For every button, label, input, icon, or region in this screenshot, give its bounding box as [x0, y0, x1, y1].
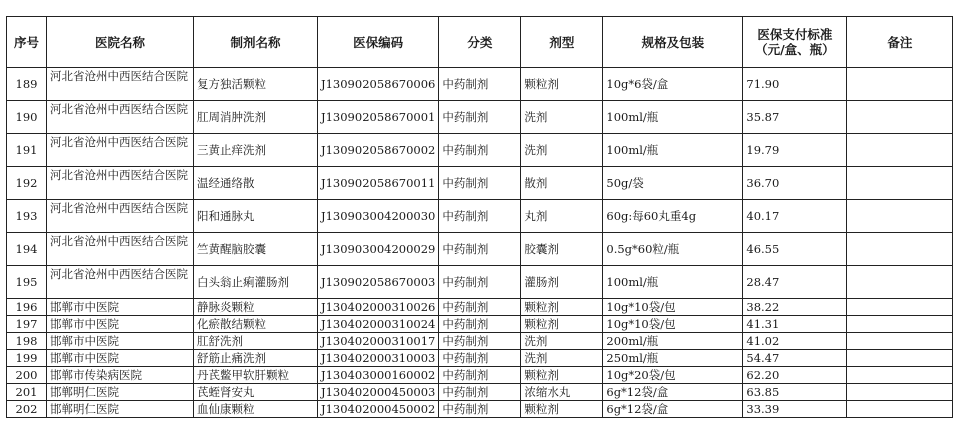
- cell-name: 竺黄醒脑胶囊: [194, 233, 318, 266]
- cell-category: 中药制剂: [439, 167, 521, 200]
- cell-form: 颗粒剂: [521, 401, 603, 418]
- header-col-price: 医保支付标准（元/盒、瓶）: [743, 17, 847, 68]
- cell-category: 中药制剂: [439, 233, 521, 266]
- cell-hospital: 河北省沧州中西医结合医院: [47, 101, 194, 134]
- cell-hospital: 河北省沧州中西医结合医院: [47, 68, 194, 101]
- cell-category: 中药制剂: [439, 200, 521, 233]
- cell-note: [847, 101, 953, 134]
- cell-name: 芪蛭肾安丸: [194, 384, 318, 401]
- table-row: [7, 68, 953, 101]
- cell-hospital: 邯郸市中医院: [47, 316, 194, 333]
- document-page: [6, 16, 953, 418]
- cell-form: 浓缩水丸: [521, 384, 603, 401]
- cell-price: 46.55: [743, 233, 847, 266]
- cell-hospital: 河北省沧州中西医结合医院: [47, 134, 194, 167]
- cell-no: 198: [7, 333, 47, 350]
- table-row: [7, 200, 953, 233]
- cell-form: 洗剂: [521, 101, 603, 134]
- cell-name: 肛周消肿洗剂: [194, 101, 318, 134]
- cell-hospital: 河北省沧州中西医结合医院: [47, 233, 194, 266]
- cell-no: 202: [7, 401, 47, 418]
- cell-price: 63.85: [743, 384, 847, 401]
- cell-price: 40.17: [743, 200, 847, 233]
- cell-category: 中药制剂: [439, 134, 521, 167]
- cell-hospital: 河北省沧州中西医结合医院: [47, 200, 194, 233]
- cell-code: J130402000310024: [318, 316, 439, 333]
- table-row: [7, 299, 953, 316]
- cell-code: J130902058670003: [318, 266, 439, 299]
- cell-price: 54.47: [743, 350, 847, 367]
- cell-category: 中药制剂: [439, 299, 521, 316]
- cell-name: 肛舒洗剂: [194, 333, 318, 350]
- cell-hospital: 邯郸明仁医院: [47, 384, 194, 401]
- cell-category: 中药制剂: [439, 68, 521, 101]
- cell-code: J130402000310017: [318, 333, 439, 350]
- cell-spec: 10g*20袋/包: [603, 367, 743, 384]
- cell-price: 33.39: [743, 401, 847, 418]
- cell-code: J130902058670011: [318, 167, 439, 200]
- cell-note: [847, 367, 953, 384]
- cell-form: 颗粒剂: [521, 68, 603, 101]
- cell-code: J130902058670006: [318, 68, 439, 101]
- cell-spec: 200ml/瓶: [603, 333, 743, 350]
- cell-category: 中药制剂: [439, 101, 521, 134]
- table-row: [7, 101, 953, 134]
- cell-category: 中药制剂: [439, 266, 521, 299]
- cell-hospital: 邯郸市中医院: [47, 333, 194, 350]
- cell-name: 三黄止痒洗剂: [194, 134, 318, 167]
- drug-price-table: [6, 16, 953, 418]
- cell-code: J130402000310026: [318, 299, 439, 316]
- cell-code: J130402000450002: [318, 401, 439, 418]
- cell-no: 197: [7, 316, 47, 333]
- cell-note: [847, 266, 953, 299]
- table-row: [7, 333, 953, 350]
- cell-hospital: 邯郸市中医院: [47, 350, 194, 367]
- cell-category: 中药制剂: [439, 316, 521, 333]
- cell-code: J130402000450003: [318, 384, 439, 401]
- cell-spec: 10g*10袋/包: [603, 316, 743, 333]
- header-col-form: 剂型: [521, 17, 603, 68]
- cell-note: [847, 316, 953, 333]
- cell-spec: 10g*10袋/包: [603, 299, 743, 316]
- cell-no: 191: [7, 134, 47, 167]
- cell-form: 洗剂: [521, 134, 603, 167]
- table-header: [7, 17, 953, 68]
- cell-price: 19.79: [743, 134, 847, 167]
- cell-category: 中药制剂: [439, 350, 521, 367]
- cell-name: 白头翁止痢灌肠剂: [194, 266, 318, 299]
- cell-note: [847, 299, 953, 316]
- header-col-name: 制剂名称: [194, 17, 318, 68]
- cell-form: 胶囊剂: [521, 233, 603, 266]
- cell-form: 颗粒剂: [521, 316, 603, 333]
- cell-spec: 0.5g*60粒/瓶: [603, 233, 743, 266]
- cell-hospital: 邯郸市中医院: [47, 299, 194, 316]
- cell-no: 196: [7, 299, 47, 316]
- cell-code: J130902058670002: [318, 134, 439, 167]
- cell-note: [847, 68, 953, 101]
- table-row: [7, 384, 953, 401]
- cell-name: 静脉炎颗粒: [194, 299, 318, 316]
- cell-hospital: 邯郸明仁医院: [47, 401, 194, 418]
- cell-category: 中药制剂: [439, 401, 521, 418]
- cell-spec: 50g/袋: [603, 167, 743, 200]
- cell-form: 颗粒剂: [521, 367, 603, 384]
- cell-note: [847, 167, 953, 200]
- cell-name: 丹芪鳖甲软肝颗粒: [194, 367, 318, 384]
- table-row: [7, 350, 953, 367]
- cell-note: [847, 350, 953, 367]
- table-row: [7, 316, 953, 333]
- cell-price: 71.90: [743, 68, 847, 101]
- table-row: [7, 266, 953, 299]
- cell-price: 62.20: [743, 367, 847, 384]
- cell-no: 189: [7, 68, 47, 101]
- cell-note: [847, 200, 953, 233]
- cell-note: [847, 384, 953, 401]
- header-col-category: 分类: [439, 17, 521, 68]
- cell-spec: 10g*6袋/盒: [603, 68, 743, 101]
- cell-category: 中药制剂: [439, 384, 521, 401]
- cell-form: 散剂: [521, 167, 603, 200]
- cell-no: 194: [7, 233, 47, 266]
- cell-price: 36.70: [743, 167, 847, 200]
- cell-code: J130902058670001: [318, 101, 439, 134]
- cell-category: 中药制剂: [439, 333, 521, 350]
- cell-price: 35.87: [743, 101, 847, 134]
- cell-code: J130402000310003: [318, 350, 439, 367]
- cell-note: [847, 333, 953, 350]
- header-col-spec: 规格及包装: [603, 17, 743, 68]
- cell-price: 41.02: [743, 333, 847, 350]
- cell-spec: 6g*12袋/盒: [603, 401, 743, 418]
- cell-form: 洗剂: [521, 350, 603, 367]
- cell-no: 193: [7, 200, 47, 233]
- header-col-code: 医保编码: [318, 17, 439, 68]
- cell-hospital: 邯郸市传染病医院: [47, 367, 194, 384]
- header-row: [7, 17, 953, 68]
- table-row: [7, 167, 953, 200]
- table-row: [7, 233, 953, 266]
- cell-note: [847, 233, 953, 266]
- cell-name: 血仙康颗粒: [194, 401, 318, 418]
- header-col-hospital: 医院名称: [47, 17, 194, 68]
- cell-code: J130903004200030: [318, 200, 439, 233]
- cell-no: 192: [7, 167, 47, 200]
- cell-price: 28.47: [743, 266, 847, 299]
- cell-no: 200: [7, 367, 47, 384]
- cell-code: J130403000160002: [318, 367, 439, 384]
- cell-form: 颗粒剂: [521, 299, 603, 316]
- cell-code: J130903004200029: [318, 233, 439, 266]
- cell-no: 190: [7, 101, 47, 134]
- cell-form: 洗剂: [521, 333, 603, 350]
- header-col-note: 备注: [847, 17, 953, 68]
- cell-form: 丸剂: [521, 200, 603, 233]
- cell-note: [847, 401, 953, 418]
- cell-form: 灌肠剂: [521, 266, 603, 299]
- cell-hospital: 河北省沧州中西医结合医院: [47, 167, 194, 200]
- table-row: [7, 401, 953, 418]
- header-col-no: 序号: [7, 17, 47, 68]
- cell-no: 199: [7, 350, 47, 367]
- cell-price: 41.31: [743, 316, 847, 333]
- cell-name: 温经通络散: [194, 167, 318, 200]
- cell-name: 舒筋止痛洗剂: [194, 350, 318, 367]
- cell-name: 复方独活颗粒: [194, 68, 318, 101]
- cell-spec: 100ml/瓶: [603, 134, 743, 167]
- cell-spec: 100ml/瓶: [603, 266, 743, 299]
- cell-spec: 60g:每60丸重4g: [603, 200, 743, 233]
- cell-spec: 250ml/瓶: [603, 350, 743, 367]
- cell-name: 化瘀散结颗粒: [194, 316, 318, 333]
- cell-no: 201: [7, 384, 47, 401]
- table-row: [7, 367, 953, 384]
- cell-price: 38.22: [743, 299, 847, 316]
- cell-name: 阳和通脉丸: [194, 200, 318, 233]
- table-row: [7, 134, 953, 167]
- cell-category: 中药制剂: [439, 367, 521, 384]
- cell-spec: 100ml/瓶: [603, 101, 743, 134]
- table-body: [7, 68, 953, 418]
- cell-hospital: 河北省沧州中西医结合医院: [47, 266, 194, 299]
- cell-spec: 6g*12袋/盒: [603, 384, 743, 401]
- cell-note: [847, 134, 953, 167]
- cell-no: 195: [7, 266, 47, 299]
